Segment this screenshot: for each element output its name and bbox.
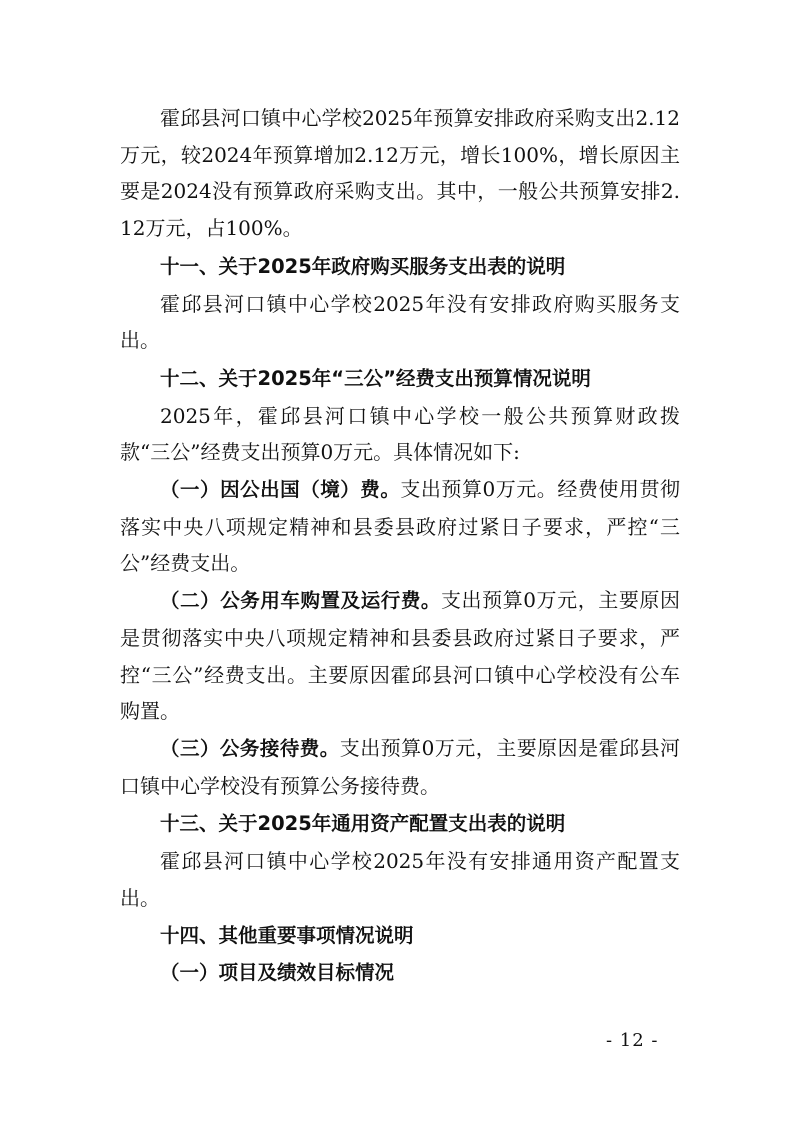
heading-section-14: 十四、其他重要事项情况说明: [160, 924, 414, 948]
subheading-vehicle: （二）公务用车购置及运行费。: [160, 589, 441, 613]
text-reception: 支出预算0万元，主要原因是霍邱县河口镇中心学校没有预算公务接待费。: [120, 735, 680, 798]
heading-section-13: 十三、关于2025年通用资产配置支出表的说明: [160, 812, 566, 836]
heading-section-11: 十一、关于2025年政府购买服务支出表的说明: [160, 254, 566, 278]
paragraph-asset-config: 霍邱县河口镇中心学校2025年没有安排通用资产配置支出。: [120, 849, 680, 910]
subheading-reception: （三）公务接待费。: [160, 736, 340, 760]
text-vehicle: 支出预算0万元，主要原因是贯彻落实中央八项规定精神和县委县政府过紧日子要求，严控“三公”经费支出。主要原因霍邱县河口镇中心学校没有公车购置。: [120, 588, 680, 724]
subheading-overseas-travel: （一）因公出国（境）费。: [160, 478, 401, 502]
paragraph-reception: [120, 730, 680, 804]
paragraph-vehicle: [120, 582, 680, 730]
page-content: [120, 100, 680, 992]
paragraph-purchase-services: 霍邱县河口镇中心学校2025年没有安排政府购买服务支出。: [120, 291, 680, 353]
text-overseas-travel: 支出预算0万元。经费使用贯彻落实中央八项规定精神和县委县政府过紧日子要求，严控“三公”经费支出。: [120, 477, 680, 576]
heading-section-12: 十二、关于2025年“三公”经费支出预算情况说明: [160, 366, 591, 390]
paragraph-overseas-travel: [120, 471, 680, 582]
heading-section-14-1: （一）项目及绩效目标情况: [160, 961, 395, 985]
paragraph-procurement: 霍邱县河口镇中心学校2025年预算安排政府采购支出2.12万元，较2024年预算增加2.12万元，增长100%，增长原因主要是2024没有预算政府采购支出。其中，一般公共预算安排2.12万元，占100%。: [120, 106, 680, 241]
paragraph-three-public: 2025年，霍邱县河口镇中心学校一般公共预算财政拨款“三公”经费支出预算0万元。具体情况如下:: [120, 403, 680, 465]
page-number: - 12 -: [606, 1030, 659, 1051]
